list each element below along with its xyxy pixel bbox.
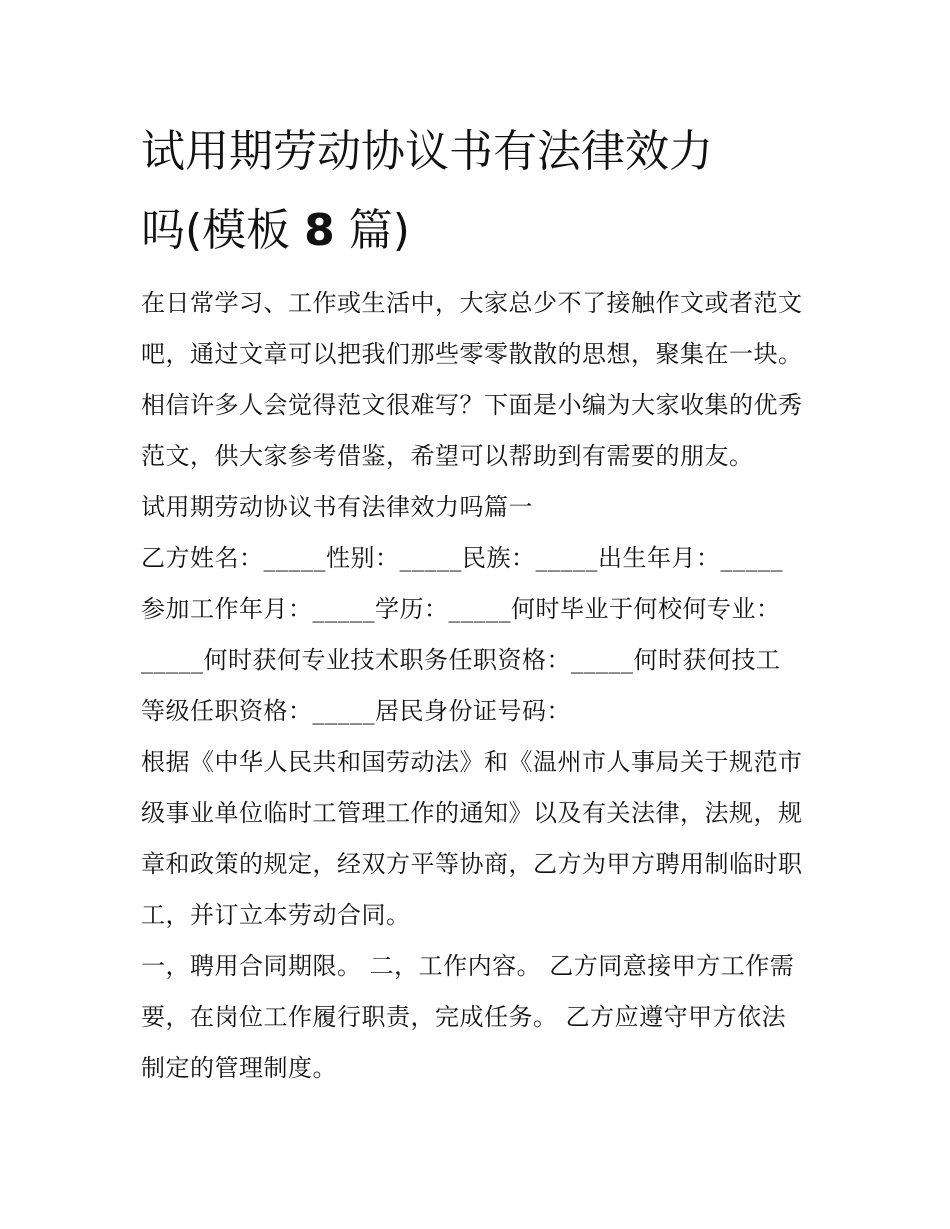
intro-line: 范文，供大家参考借鉴，希望可以帮助到有需要的朋友。 bbox=[141, 442, 754, 470]
section-heading bbox=[141, 482, 821, 533]
terms-line: 制定的管理制度。 bbox=[141, 1054, 337, 1082]
intro-line: 吧，通过文章可以把我们那些零零散散的思想，聚集在一块。 bbox=[141, 340, 803, 368]
document-title bbox=[141, 112, 821, 270]
title-line-2-prefix: 吗(模板 bbox=[141, 205, 305, 256]
basis-paragraph bbox=[141, 737, 821, 941]
document-page bbox=[141, 112, 821, 1094]
section-heading-text: 试用期劳动协议书有法律效力吗篇一 bbox=[141, 493, 533, 521]
form-fields-line: 参加工作年月：_____学历：_____何时毕业于何校何专业： bbox=[141, 595, 781, 623]
intro-line: 相信许多人会觉得范文很难写？下面是小编为大家收集的优秀 bbox=[141, 391, 803, 419]
title-line-2-suffix: 篇) bbox=[334, 205, 410, 256]
terms-line: 要，在岗位工作履行职责，完成任务。 乙方应遵守甲方依法 bbox=[141, 1003, 787, 1031]
basis-line: 工，并订立本劳动合同。 bbox=[141, 901, 411, 929]
terms-line: 一，聘用合同期限。 二，工作内容。 乙方同意接甲方工作需 bbox=[141, 952, 795, 980]
form-fields-paragraph bbox=[141, 533, 821, 737]
intro-line: 在日常学习、工作或生活中，大家总少不了接触作文或者范文 bbox=[141, 289, 803, 317]
title-number: 8 bbox=[304, 205, 335, 256]
form-fields-line: 乙方姓名：_____性别：_____民族：_____出生年月：_____ bbox=[141, 544, 783, 572]
form-fields-line: _____何时获何专业技术职务任职资格：_____何时获何技工 bbox=[141, 646, 781, 674]
form-fields-line: 等级任职资格：_____居民身份证号码： bbox=[141, 697, 571, 725]
terms-paragraph bbox=[141, 941, 821, 1094]
basis-line: 级事业单位临时工管理工作的通知》以及有关法律，法规，规 bbox=[141, 799, 803, 827]
basis-line: 根据《中华人民共和国劳动法》和《温州市人事局关于规范市 bbox=[141, 748, 803, 776]
basis-line: 章和政策的规定，经双方平等协商，乙方为甲方聘用制临时职 bbox=[141, 850, 803, 878]
title-line-1: 试用期劳动协议书有法律效力 bbox=[141, 126, 713, 177]
intro-paragraph bbox=[141, 278, 821, 482]
title-line-2 bbox=[141, 191, 821, 270]
